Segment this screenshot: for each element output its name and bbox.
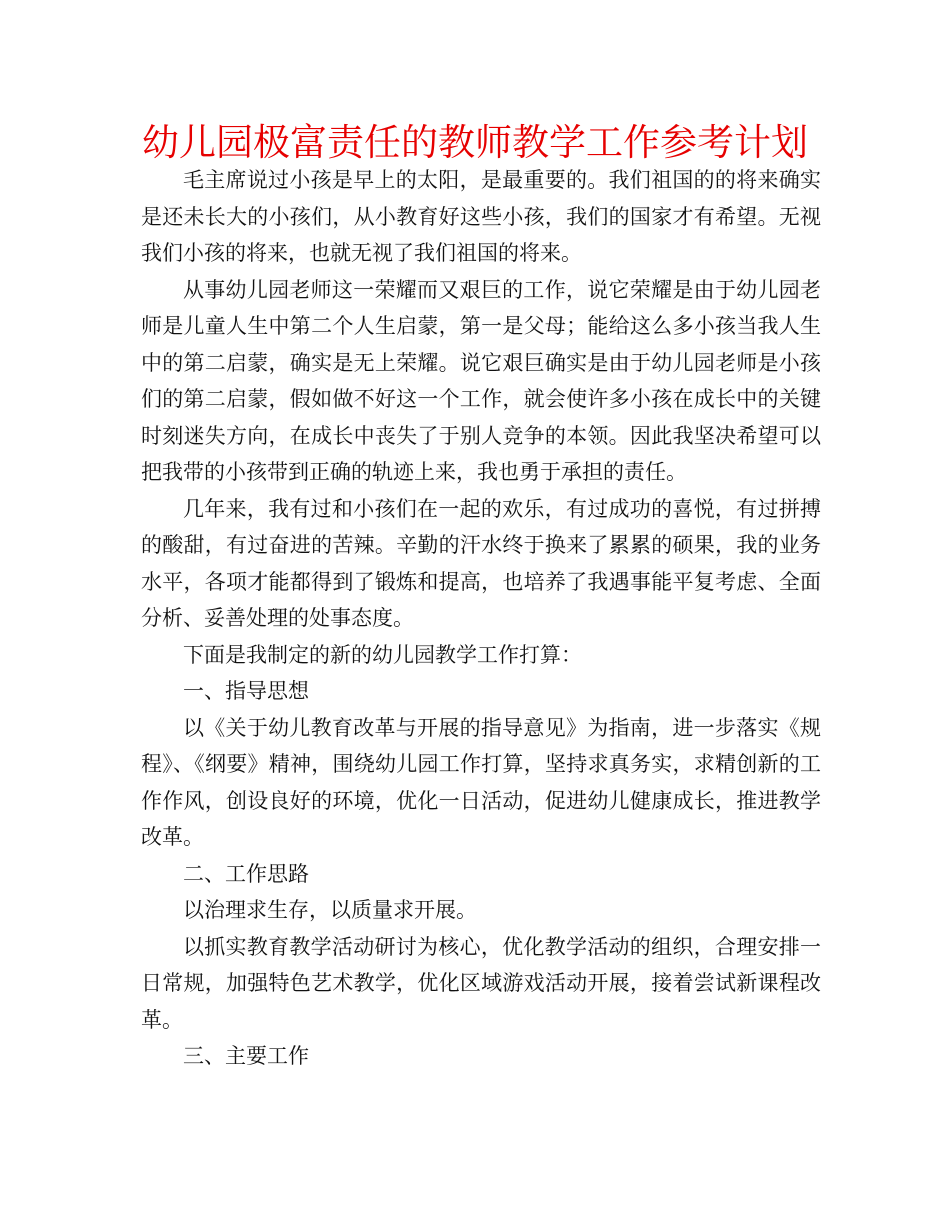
document-title: 幼儿园极富责任的教师教学工作参考计划 <box>142 121 808 164</box>
paragraph-teacher-role: 从事幼儿园老师这一荣耀而又艰巨的工作，说它荣耀是由于幼儿园老师是儿童人生中第二个人生启蒙，第一是父母；能给这么多小孩当我人生中的第二启蒙，确实是无上荣耀。说它艰巨确实是由于幼儿园老师是小孩们的第二启蒙，假如做不好这一个工作，就会使许多小孩在成长中的关键时刻迷失方向，在成长中丧失了于别人竞争的本领。因此我坚决希望可以把我带的小孩带到正确的轨迹上来，我也勇于承担的责任。 <box>141 277 821 484</box>
paragraph-intro: 毛主席说过小孩是早上的太阳，是最重要的。我们祖国的的将来确实是还未长大的小孩们，从小教育好这些小孩，我们的国家才有希望。无视我们小孩的将来，也就无视了我们祖国的将来。 <box>141 168 821 265</box>
paragraph-experience: 几年来，我有过和小孩们在一起的欢乐，有过成功的喜悦，有过拼搏的酸甜，有过奋进的苦辣。辛勤的汗水终于换来了累累的硕果，我的业务水平，各项才能都得到了锻炼和提高，也培养了我遇事能平复考虑、全面分析、妥善处理的处事态度。 <box>141 496 821 630</box>
paragraph-work-approach-1: 以治理求生存，以质量求开展。 <box>183 898 477 922</box>
paragraph-guiding-ideology: 以《关于幼儿教育改革与开展的指导意见》为指南，进一步落实《规程》、《纲要》精神，围绕幼儿园工作打算，坚持求真务实，求精创新的工作作风，创设良好的环境，优化一日活动，促进幼儿健康成长，推进教学改革。 <box>141 715 821 849</box>
paragraph-work-approach-2: 以抓实教育教学活动研讨为核心，优化教学活动的组织，合理安排一日常规，加强特色艺术教学，优化区域游戏活动开展，接着尝试新课程改革。 <box>141 934 821 1032</box>
document-body <box>141 162 821 1075</box>
heading-main-work: 三、主要工作 <box>183 1044 309 1068</box>
heading-guiding-ideology: 一、指导思想 <box>183 679 309 703</box>
heading-work-approach: 二、工作思路 <box>183 861 309 886</box>
paragraph-plan-intro: 下面是我制定的新的幼儿园教学工作打算： <box>183 642 582 667</box>
